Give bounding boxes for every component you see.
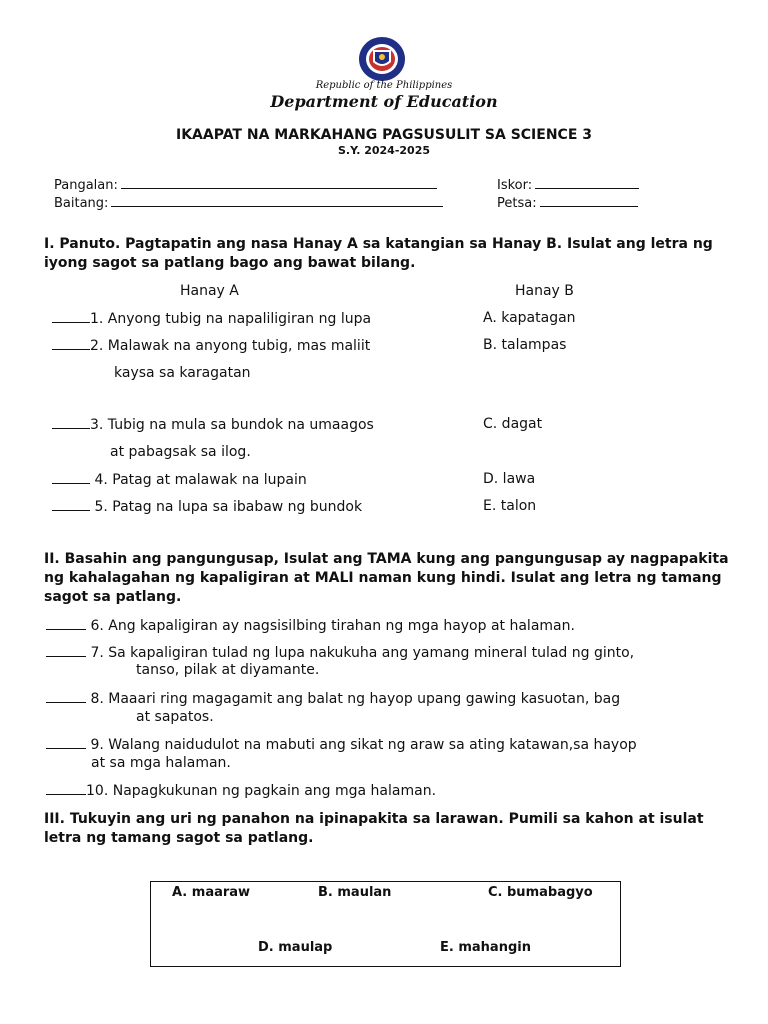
weather-choice-a: A. maaraw	[172, 885, 251, 900]
score-field[interactable]	[497, 176, 639, 193]
answer-blank[interactable]	[46, 736, 86, 749]
tama-mali-item-8-cont: at sapatos.	[136, 709, 214, 725]
part1-instruction: I. Panuto. Pagtapatin ang nasa Hanay A sa katangian sa Hanay B. Isulat ang letra ng iyong sagot sa patlang bago ang bawat bilang.	[44, 236, 713, 271]
name-field[interactable]	[54, 176, 437, 193]
matching-item-3: 3. Tubig na mula sa bundok na umaagos	[52, 416, 374, 433]
tama-mali-item-10: 10. Napagkukunan ng pagkain ang mga halaman.	[46, 782, 436, 799]
name-line[interactable]	[121, 176, 437, 189]
answer-blank[interactable]	[52, 416, 90, 429]
deped-seal-icon	[340, 36, 424, 82]
date-line[interactable]	[540, 194, 638, 207]
tama-mali-item-7: 7. Sa kapaligiran tulad ng lupa nakukuha ang yamang mineral tulad ng ginto,	[46, 644, 634, 661]
answer-blank[interactable]	[46, 690, 86, 703]
matching-item-2: 2. Malawak na anyong tubig, mas maliit	[52, 337, 370, 354]
hanay-b-choice-c: C. dagat	[483, 416, 543, 432]
score-label: Iskor:	[497, 178, 533, 193]
grade-line[interactable]	[111, 194, 443, 207]
exam-title: IKAAPAT NA MARKAHANG PAGSUSULIT SA SCIENCE 3	[175, 127, 592, 143]
answer-blank[interactable]	[52, 498, 90, 511]
matching-item-1: 1. Anyong tubig na napaliligiran ng lupa	[52, 310, 371, 327]
answer-blank[interactable]	[52, 471, 90, 484]
hanay-b-choice-b: B. talampas	[483, 337, 567, 353]
weather-choice-e: E. mahangin	[440, 940, 531, 955]
matching-item-4: 4. Patag at malawak na lupain	[52, 471, 307, 488]
hanay-b-choice-e: E. talon	[483, 498, 537, 514]
grade-field[interactable]	[54, 194, 443, 211]
answer-blank[interactable]	[46, 617, 86, 630]
weather-choice-c: C. bumabagyo	[488, 885, 593, 900]
school-year: S.Y. 2024-2025	[337, 144, 431, 157]
hanay-b-choice-a: A. kapatagan	[483, 310, 576, 326]
answer-blank[interactable]	[52, 310, 90, 323]
tama-mali-item-8: 8. Maaari ring magagamit ang balat ng hayop upang gawing kasuotan, bag	[46, 690, 620, 707]
matching-item-3-cont: at pabagsak sa ilog.	[110, 444, 251, 460]
weather-choice-d: D. maulap	[258, 940, 333, 955]
hanay-b-choice-d: D. lawa	[483, 471, 536, 487]
score-line[interactable]	[535, 176, 639, 189]
tama-mali-item-9-cont: at sa mga halaman.	[91, 755, 231, 771]
hanay-a-header: Hanay A	[180, 283, 239, 299]
hanay-b-header: Hanay B	[515, 283, 574, 299]
date-field[interactable]	[497, 194, 638, 211]
answer-blank[interactable]	[46, 644, 86, 657]
tama-mali-item-9: 9. Walang naidudulot na mabuti ang sikat ng araw sa ating katawan,sa hayop	[46, 736, 637, 753]
part3-instruction: III. Tukuyin ang uri ng panahon na ipinapakita sa larawan. Pumili sa kahon at isulat letra ng tamang sagot sa patlang.	[44, 811, 704, 846]
tama-mali-item-6: 6. Ang kapaligiran ay nagsisilbing tirahan ng mga hayop at halaman.	[46, 617, 575, 634]
grade-label: Baitang:	[54, 196, 109, 211]
answer-blank[interactable]	[52, 337, 90, 350]
part2-instruction: II. Basahin ang pangungusap, Isulat ang TAMA kung ang pangungusap ay nagpapakita ng kahalagahan ng kapaligiran at MALI naman kung hindi. Isulat ang letra ng tamang sagot sa patlang.	[44, 551, 729, 605]
name-label: Pangalan:	[54, 178, 118, 193]
republic-text: Republic of the Philippines	[315, 80, 453, 91]
matching-item-2-cont: kaysa sa karagatan	[114, 365, 251, 381]
date-label: Petsa:	[497, 196, 537, 211]
matching-item-5: 5. Patag na lupa sa ibabaw ng bundok	[52, 498, 362, 515]
answer-blank[interactable]	[46, 782, 86, 795]
weather-choice-b: B. maulan	[318, 885, 392, 900]
department-name: Department of Education	[270, 92, 498, 111]
tama-mali-item-7-cont: tanso, pilak at diyamante.	[136, 662, 320, 678]
